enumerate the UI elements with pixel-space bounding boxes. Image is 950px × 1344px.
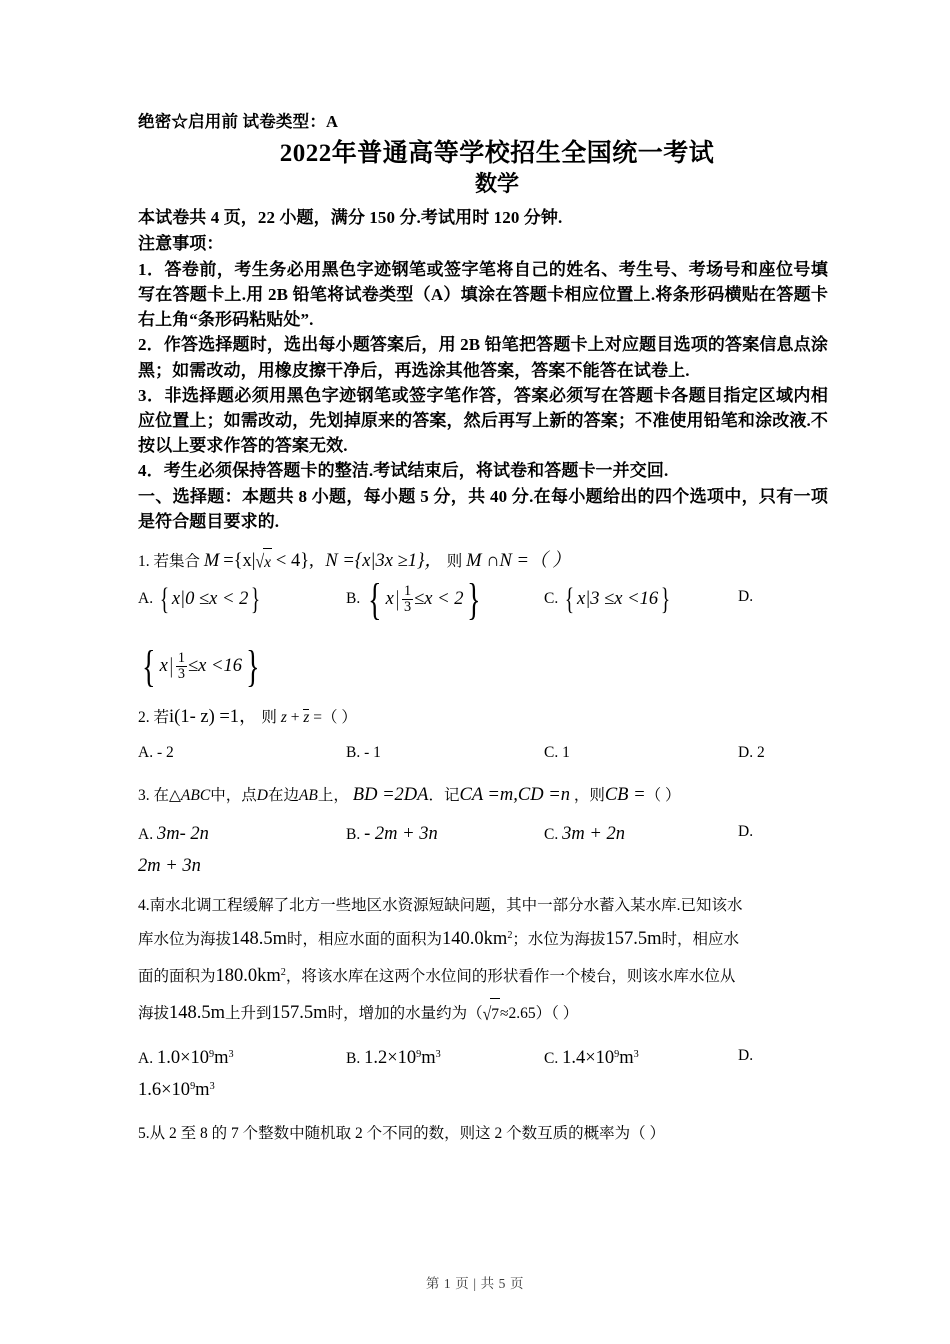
question-4-option-a-unit: m <box>214 1047 229 1068</box>
question-1-option-d-label-wrap[interactable] <box>738 581 753 612</box>
right-brace-icon: } <box>251 581 261 617</box>
question-1-options <box>138 573 828 643</box>
question-1 <box>138 545 828 691</box>
question-3-option-b[interactable] <box>346 816 438 853</box>
question-1-stem-prefix: 若集合 <box>153 552 201 570</box>
question-1-option-c[interactable] <box>544 581 673 618</box>
question-4-option-a-exponent: 9 <box>209 1048 215 1060</box>
fraction-denominator: 3 <box>177 666 186 683</box>
notice-item-4: 4．考生必须保持答题卡的整洁.考试结束后，将试卷和答题卡一并交回. <box>138 461 669 481</box>
question-1-option-a-set <box>157 581 263 618</box>
right-brace-icon: } <box>467 573 481 624</box>
question-1-option-d-var: x <box>159 655 168 676</box>
question-5-number: 5. <box>138 1124 150 1142</box>
question-4-line3-a: 面的面积为 <box>138 967 216 985</box>
question-1-option-a[interactable] <box>138 581 263 618</box>
question-3-option-c-label: C. <box>544 825 559 843</box>
question-4-line4-c: 时，增加的水量约为（ <box>327 1004 483 1022</box>
section-heading-choice: 一、选择题：本题共 8 小题，每小题 5 分，共 40 分.在每小题给出的四个选项中，只有一项是符合题目要求的. <box>138 487 828 532</box>
question-4-stem-line-3 <box>138 958 828 995</box>
question-4-option-b-unit: m <box>421 1047 436 1068</box>
question-3-option-a[interactable] <box>138 816 209 853</box>
question-1-number: 1. <box>138 552 150 570</box>
question-4-option-c[interactable] <box>544 1040 639 1077</box>
left-brace-icon: { <box>142 641 156 691</box>
exam-title: 2022年普通高等学校招生全国统一考试 <box>279 140 715 167</box>
question-3-options <box>138 816 828 850</box>
page-content <box>138 108 828 1147</box>
question-2-stem-prefix: 若 <box>153 708 170 726</box>
question-1-option-a-text: x|0 ≤x < 2 <box>171 589 249 609</box>
question-5 <box>138 1120 828 1147</box>
question-1-option-d-label: D. <box>738 588 754 605</box>
question-1-option-c-label: C. <box>544 590 559 608</box>
question-1-option-b-label: B. <box>346 590 361 608</box>
question-1-option-d-value[interactable] <box>138 641 828 691</box>
question-1-result: M ∩N =（ ） <box>466 550 571 571</box>
question-4-option-d-unit-exponent: 3 <box>209 1080 215 1092</box>
question-3-option-b-value: - 2m + 3n <box>364 823 438 844</box>
question-2-options <box>138 737 828 767</box>
fraction-numerator: 1 <box>177 650 186 667</box>
question-3-p6: ，则 <box>573 787 605 805</box>
question-3-stem <box>138 779 828 811</box>
question-3-triangle-abc: △ABC <box>169 787 211 805</box>
question-4-line2-a: 库水位为海拔 <box>138 930 232 948</box>
right-brace-icon: } <box>246 641 260 691</box>
sqrt-icon: √7 <box>483 998 500 1031</box>
question-4-option-d-exponent: 9 <box>190 1080 196 1092</box>
question-3-p5: ．记 <box>428 787 460 805</box>
question-2-stem <box>138 701 828 733</box>
question-2-option-b[interactable] <box>346 737 381 768</box>
notice-item-1: 1．答卷前，考生务必用黑色字迹钢笔或签字笔将自己的姓名、考生号、考场号和座位号填写在答题卡上.用 2B 铅笔将试卷类型（A）填涂在答题卡相应位置上.将条形码横贴在答题卡右上角“条形码粘贴处”. <box>138 259 828 330</box>
question-4-area-1: 140.0km <box>442 928 508 949</box>
notice-label: 注意事项： <box>138 233 224 253</box>
question-4-area-2: 180.0km <box>215 965 281 986</box>
question-2-number: 2. <box>138 708 150 726</box>
question-4-line4-d: ）（ ） <box>535 1004 579 1022</box>
question-4-option-c-exponent: 9 <box>614 1048 620 1060</box>
question-4 <box>138 890 828 1106</box>
question-1-option-d-fraction <box>176 651 187 683</box>
question-2-option-d[interactable] <box>738 737 765 768</box>
question-1-stem <box>138 545 828 577</box>
set-divider-icon: | <box>395 587 399 612</box>
question-3-option-c-value: 3m + 2n <box>562 823 625 844</box>
question-4-line2-d: 时，相应水 <box>661 930 739 948</box>
question-3-point-d: D <box>256 787 268 805</box>
question-4-number: 4. <box>138 896 150 914</box>
sqrt-icon: √x <box>255 548 272 577</box>
question-3-option-c[interactable] <box>544 816 625 853</box>
question-1-option-d-rest: ≤x <16 <box>188 655 243 676</box>
question-5-text: 从 2 至 8 的 7 个整数中随机取 2 个不同的数，则这 2 个数互质的概率为（ ） <box>149 1124 666 1142</box>
question-4-line1: 南水北调工程缓解了北方一些地区水资源短缺问题，其中一部分水蓄入某水库.已知该水 <box>149 896 743 914</box>
question-4-line2-c: ；水位为海拔 <box>512 930 606 948</box>
question-5-stem <box>138 1120 828 1147</box>
question-4-approx: ≈2.65 <box>500 1004 536 1022</box>
question-3-option-b-label: B. <box>346 825 361 843</box>
question-4-line3-b: ，将该水库在这两个水位间的形状看作一个棱台，则该水库水位从 <box>285 967 736 985</box>
question-4-line2-b: 时，相应水面的面积为 <box>287 930 443 948</box>
right-brace-icon: } <box>660 581 671 617</box>
question-4-option-b-label: B. <box>346 1049 361 1067</box>
question-3-p1: 在 <box>153 787 170 805</box>
fraction-numerator: 1 <box>404 582 412 599</box>
exam-meta-line: 本试卷共 4 页，22 小题，满分 150 分.考试用时 120 分钟. <box>138 207 563 227</box>
question-1-set-m: M <box>203 550 220 571</box>
question-2-option-b-value: - 1 <box>364 744 381 762</box>
question-2-option-b-label: B. <box>346 744 361 762</box>
question-1-option-c-text: x|3 ≤x <16 <box>576 589 659 609</box>
question-4-option-a[interactable] <box>138 1040 234 1077</box>
question-3-number: 3. <box>138 787 150 805</box>
question-4-radicand: 7 <box>490 998 500 1030</box>
question-1-option-c-set <box>562 581 673 618</box>
question-1-option-b-fraction <box>402 584 413 616</box>
question-2-result: =（ ） <box>313 708 357 726</box>
question-3-option-d-label-wrap[interactable] <box>738 816 753 847</box>
question-1-option-a-label: A. <box>138 590 154 608</box>
notice-item-3: 3．非选择题必须用黑色字迹钢笔或签字笔作答，答案必须写在答题卡各题目指定区域内相应位置上；如需改动，先划掉原来的答案，然后再写上新的答案；不准使用铅笔和涂改液.不按以上要求作答的答案无效. <box>138 385 828 455</box>
question-4-option-b-times-ten: ×10 <box>387 1047 417 1068</box>
question-2-option-d-label: D. <box>738 744 754 762</box>
subject-title: 数学 <box>474 171 519 196</box>
question-4-option-d-value-wrap[interactable] <box>138 1076 828 1106</box>
question-2-option-c-value: 1 <box>562 744 570 762</box>
question-4-line4-b: 上升到 <box>225 1004 272 1022</box>
question-2-then: 则 <box>261 708 277 726</box>
question-4-area-2-exponent: 2 <box>280 966 286 978</box>
question-4-option-d-label-wrap[interactable] <box>738 1040 753 1071</box>
notice-item-2: 2．作答选择题时，选出每小题答案后，用 2B 铅笔把答题卡上对应题目选项的答案信息点涂黑；如需改动，用橡皮擦干净后，再选涂其他答案，答案不能答在试卷上. <box>138 335 828 380</box>
question-4-option-c-unit: m <box>619 1047 634 1068</box>
question-4-option-d-times-ten: ×10 <box>161 1079 191 1100</box>
question-3 <box>138 779 828 881</box>
question-3-p2: 中，点 <box>210 787 257 805</box>
question-4-option-b-mantissa: 1.2 <box>364 1047 388 1068</box>
question-4-option-b-exponent: 9 <box>416 1048 422 1060</box>
question-3-p3: 在边 <box>267 787 299 805</box>
question-2-option-c-label: C. <box>544 744 559 762</box>
left-brace-icon: { <box>368 573 382 624</box>
question-1-option-d-set <box>138 641 264 691</box>
secrecy-line: 绝密☆启用前 试卷类型：A <box>138 112 339 131</box>
question-2-plus: + <box>290 708 300 726</box>
question-3-option-d-value-wrap[interactable] <box>138 852 828 882</box>
question-4-option-c-mantissa: 1.4 <box>562 1047 586 1068</box>
left-brace-icon: { <box>159 581 170 617</box>
question-1-radicand: x <box>263 548 272 576</box>
question-3-cb: CB = <box>604 785 646 806</box>
question-4-option-c-unit-exponent: 3 <box>633 1048 639 1060</box>
question-2-option-d-value: 2 <box>756 744 765 762</box>
question-4-water-level-4: 157.5m <box>271 1002 328 1023</box>
page-number-label: 第 1 页 | 共 5 页 <box>425 1276 525 1291</box>
question-4-option-d-mantissa: 1.6 <box>138 1079 162 1100</box>
question-1-set-m-eq: ={x| <box>223 550 256 571</box>
question-2 <box>138 701 828 767</box>
question-4-water-level-2: 157.5m <box>605 928 662 949</box>
question-3-p4: 上， <box>317 787 349 805</box>
page-footer <box>0 1272 950 1292</box>
question-4-stem-line-4 <box>138 995 828 1032</box>
left-brace-icon: { <box>564 581 575 617</box>
question-3-ca-cd: CA =m,CD =n <box>459 785 570 806</box>
question-4-area-1-exponent: 2 <box>507 929 513 941</box>
question-4-option-a-unit-exponent: 3 <box>228 1048 234 1060</box>
question-3-segment-ab: AB <box>298 787 318 805</box>
question-4-stem-line-1 <box>138 890 828 921</box>
question-2-option-a[interactable] <box>138 737 174 768</box>
question-4-water-level-1: 148.5m <box>231 928 288 949</box>
question-4-option-a-mantissa: 1.0 <box>156 1047 181 1068</box>
question-4-option-b-unit-exponent: 3 <box>435 1048 441 1060</box>
question-4-option-b[interactable] <box>346 1040 441 1077</box>
question-2-option-a-value: - 2 <box>156 744 174 762</box>
question-1-option-b-var: x <box>385 589 394 609</box>
question-3-option-d-label: D. <box>738 822 754 840</box>
set-divider-icon: | <box>169 654 173 680</box>
question-4-option-d-label: D. <box>738 1046 754 1064</box>
question-3-option-a-label: A. <box>138 825 154 843</box>
question-4-option-c-times-ten: ×10 <box>585 1047 615 1068</box>
question-2-z: z <box>280 708 287 726</box>
question-1-set-m-rest: < 4}, <box>275 550 314 571</box>
question-4-option-a-times-ten: ×10 <box>180 1047 210 1068</box>
question-4-water-level-3: 148.5m <box>169 1002 226 1023</box>
question-1-option-b-rest: ≤x < 2 <box>414 589 464 609</box>
question-1-option-b-set <box>364 573 485 624</box>
question-2-z-conjugate: z <box>303 708 310 726</box>
question-2-option-a-label: A. <box>138 744 154 762</box>
question-4-options <box>138 1040 828 1074</box>
question-4-stem-line-2 <box>138 921 828 958</box>
question-1-then: 则 <box>446 552 463 570</box>
question-4-line4-a: 海拔 <box>138 1004 170 1022</box>
question-2-stem-math: i(1- z) =1， <box>169 706 258 727</box>
question-3-result: （ ） <box>645 787 681 805</box>
question-4-option-c-label: C. <box>544 1049 559 1067</box>
question-3-option-d-value: 2m + 3n <box>138 855 201 876</box>
question-2-option-c[interactable] <box>544 737 570 768</box>
question-1-set-n: N ={x|3x ≥1}， <box>325 550 443 571</box>
question-3-bd-relation: BD =2DA <box>352 785 429 806</box>
question-4-option-d-unit: m <box>195 1079 210 1100</box>
fraction-denominator: 3 <box>404 599 412 615</box>
question-1-option-b[interactable] <box>346 573 485 624</box>
question-3-option-a-value: 3m- 2n <box>156 823 209 844</box>
question-4-option-a-label: A. <box>138 1049 154 1067</box>
